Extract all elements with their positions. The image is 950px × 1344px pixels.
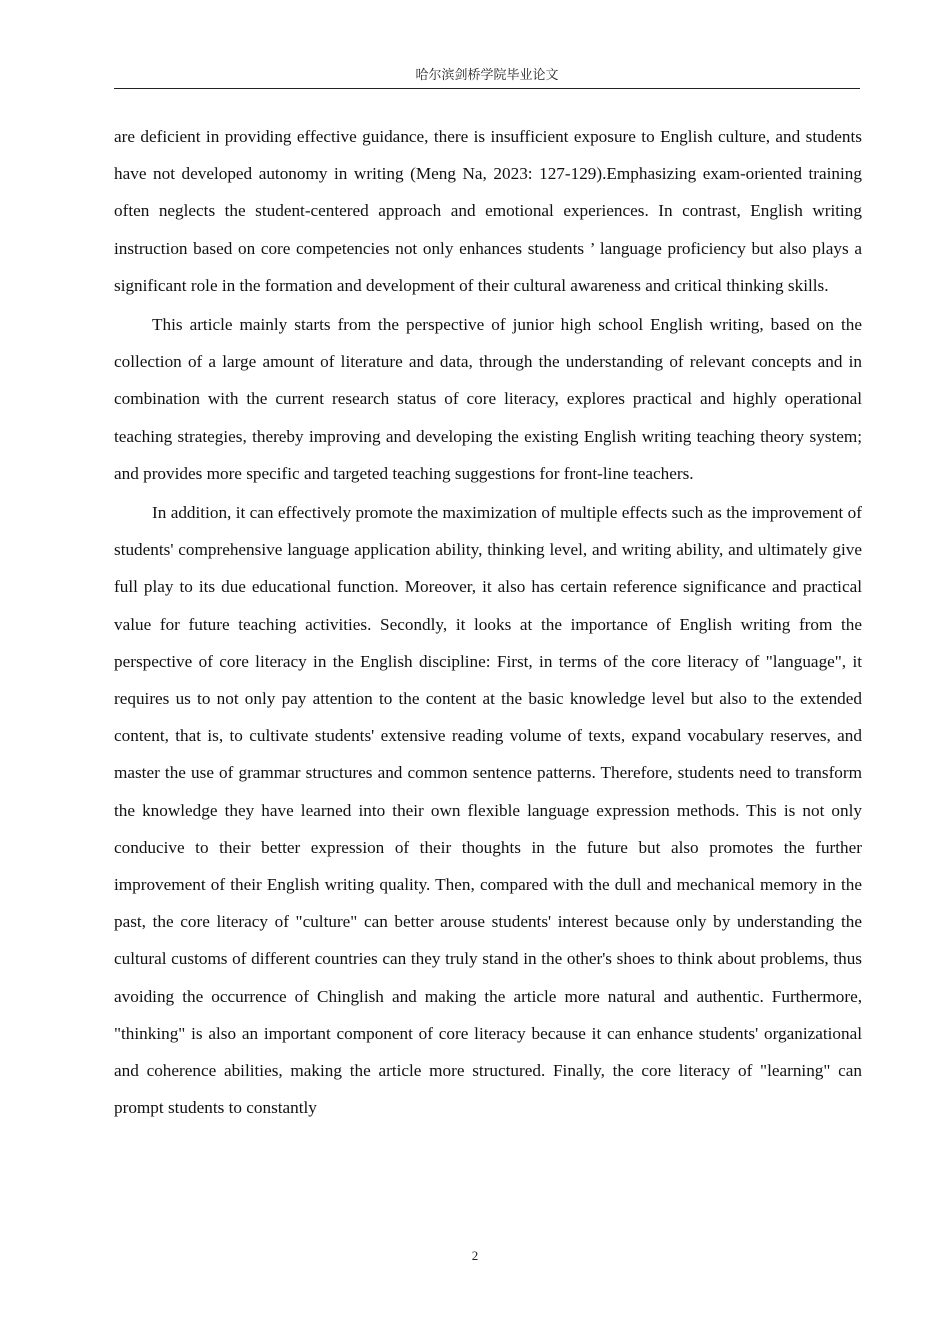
paragraph-article-focus: This article mainly starts from the perspective of junior high school English writing, based on the collection of a large amount of literature and data, through the understanding of relevant concepts and in combination with the current research status of core literacy, explores practical and highly operational teaching strategies, thereby improving and developing the existing English writing teaching theory system; and provides more specific and targeted teaching suggestions for front-line teachers. (114, 315, 862, 483)
page-number: 2 (471, 1248, 479, 1263)
paragraph-continuation: are deficient in providing effective guidance, there is insufficient exposure to English culture, and students have not developed autonomy in writing (Meng Na, 2023: 127-129).Emphasizing exam-oriented training often neglects the student-centered approach and emotional experiences. In contrast, English writing instruction based on core competencies not only enhances students ’ language proficiency but also plays a significant role in the formation and development of their cultural awareness and critical thinking skills. (114, 127, 862, 295)
paragraph-core-literacy: In addition, it can effectively promote the maximization of multiple effects such as the improvement of students' comprehensive language application ability, thinking level, and writing ability, and ultimately give full play to its due educational function. Moreover, it also has certain reference significance and practical value for future teaching activities. Secondly, it looks at the importance of English writing from the perspective of core literacy in the English discipline: First, in terms of the core literacy of "language", it requires us to not only pay attention to the content at the basic knowledge level but also to the extended content, that is, to cultivate students' extensive reading volume of texts, expand vocabulary reserves, and master the use of grammar structures and common sentence patterns. Therefore, students need to transform the knowledge they have learned into their own flexible language expression methods. This is not only conducive to their better expression of their thoughts in the future but also promotes the further improvement of their English writing quality. Then, compared with the dull and mechanical memory in the past, the core literacy of "culture" can better arouse students' interest because only by understanding the cultural customs of different countries can they truly stand in the other's shoes to think about problems, thus avoiding the occurrence of Chinglish and making the article more natural and authentic. Furthermore, "thinking" is also an important component of core literacy because it can enhance students' organizational and coherence abilities, making the article more structured. Finally, the core literacy of "learning" can prompt students to constantly (114, 503, 862, 1118)
body-text (114, 118, 862, 1128)
running-header: 哈尔滨剑桥学院毕业论文 (415, 67, 559, 82)
header-divider (114, 88, 860, 89)
